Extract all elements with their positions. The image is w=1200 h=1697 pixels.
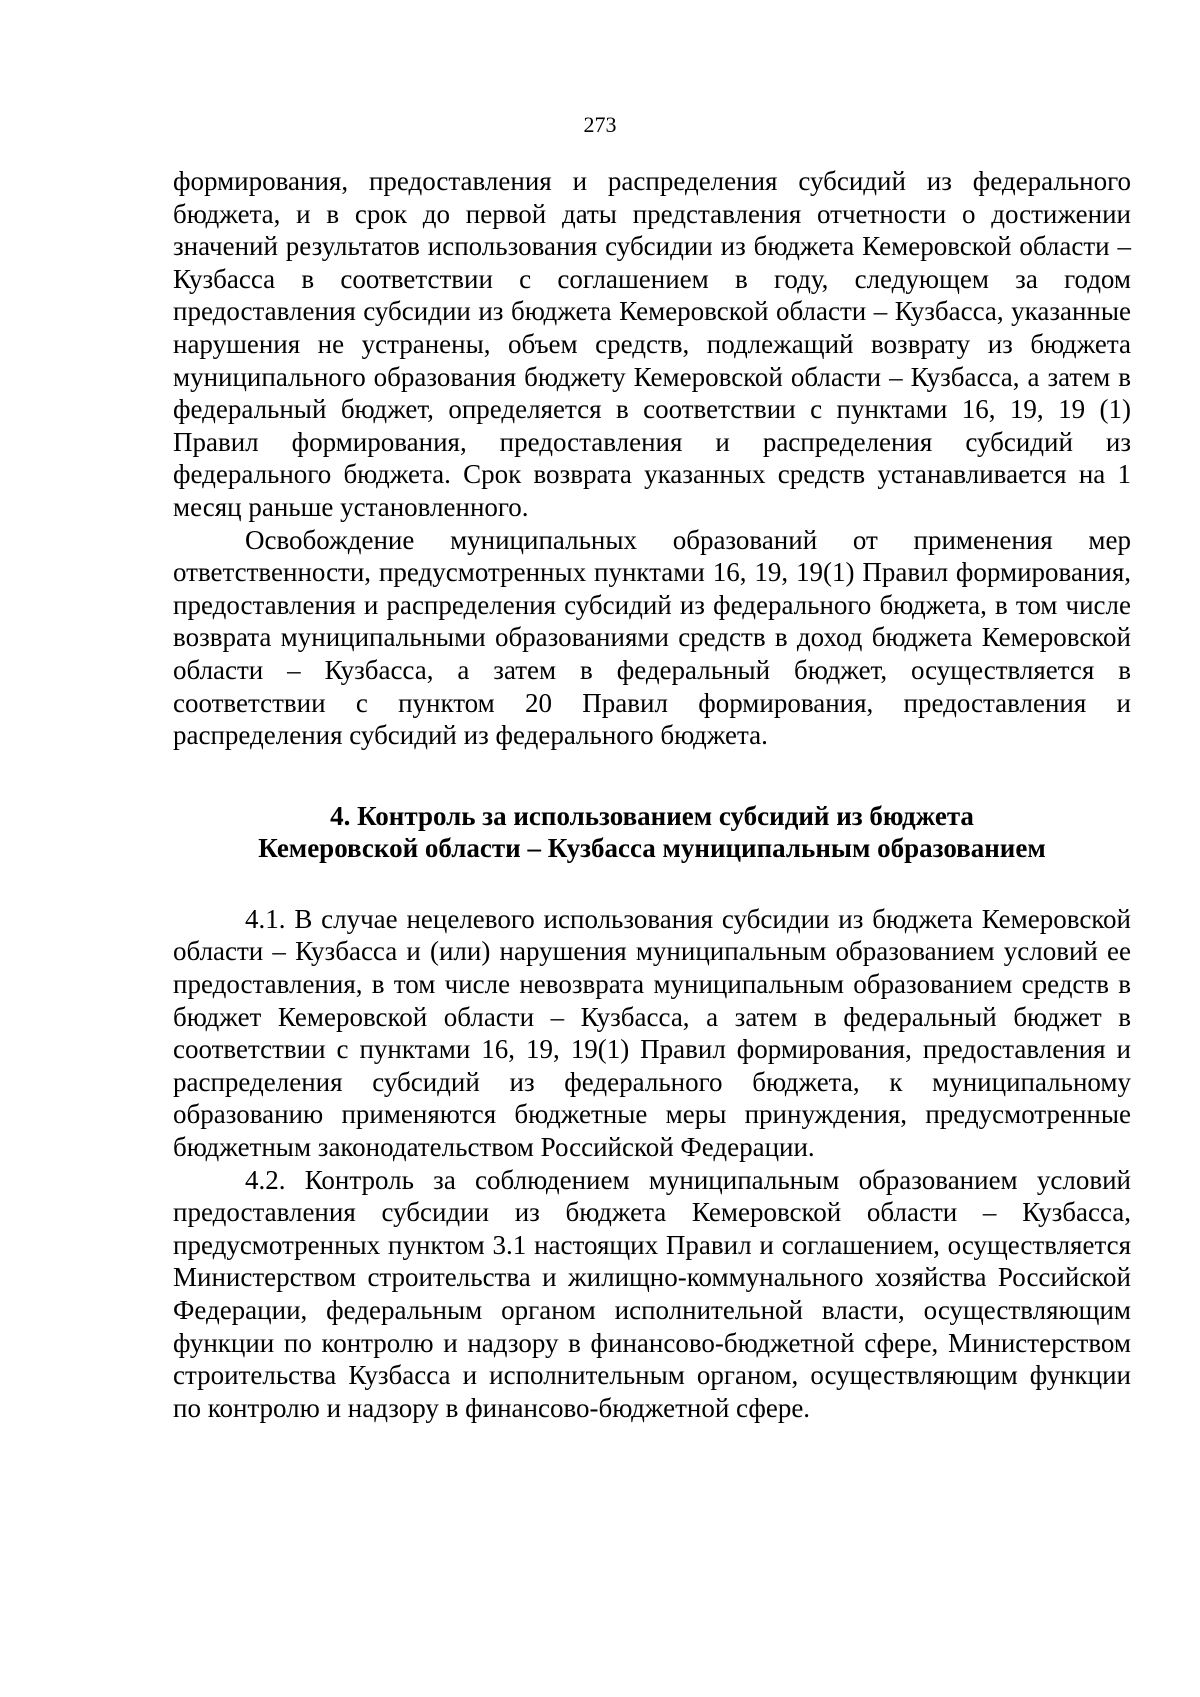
page-number: 273 (583, 112, 617, 137)
section-heading-line-1: 4. Контроль за использованием субсидий из бюджета (330, 800, 974, 831)
document-body (173, 165, 1131, 1424)
section-heading (173, 800, 1131, 865)
paragraph-4-1: 4.1. В случае нецелевого использования субсидии из бюджета Кемеровской области – Кузбасса и (или) нарушения муниципальным образованием условий ее предоставления, в том числе невозврата муниципальным образованием средств в бюджет Кемеровской области – Кузбасса, а затем в федеральный бюджет в соответствии с пунктами 16, 19, 19(1) Правил формирования, предоставления и распределения субсидий из федерального бюджета, к муниципальному образованию применяются бюджетные меры принуждения, предусмотренные бюджетным законодательством Российской Федерации. (173, 903, 1131, 1163)
section-heading-line-2: Кемеровской области – Кузбасса муниципальным образованием (258, 833, 1046, 864)
paragraph-exemption: Освобождение муниципальных образований от применения мер ответственности, предусмотренных пунктами 16, 19, 19(1) Правил формирования, предоставления и распределения субсидий из федерального бюджета, в том числе возврата муниципальными образованиями средств в доход бюджета Кемеровской области – Кузбасса, а затем в федеральный бюджет, осуществляется в соответствии с пунктом 20 Правил формирования, предоставления и распределения субсидий из федерального бюджета. (173, 524, 1131, 751)
paragraph-continuation: формирования, предоставления и распределения субсидий из федерального бюджета, и в срок до первой даты представления отчетности о достижении значений результатов использования субсидии из бюджета Кемеровской области – Кузбасса в соответствии с соглашением в году, следующем за годом предоставления субсидии из бюджета Кемеровской области – Кузбасса, указанные нарушения не устранены, объем средств, подлежащий возврату из бюджета муниципального образования бюджету Кемеровской области – Кузбасса, а затем в федеральный бюджет, определяется в соответствии с пунктами 16, 19, 19 (1) Правил формирования, предоставления и распределения субсидий из федерального бюджета. Срок возврата указанных средств устанавливается на 1 месяц раньше установленного. (173, 166, 1131, 522)
paragraph-4-2: 4.2. Контроль за соблюдением муниципальным образованием условий предоставления субсидии из бюджета Кемеровской области – Кузбасса, предусмотренных пунктом 3.1 настоящих Правил и соглашением, осуществляется Министерством строительства и жилищно-коммунального хозяйства Российской Федерации, федеральным органом исполнительной власти, осуществляющим функции по контролю и надзору в финансово-бюджетной сфере, Министерством строительства Кузбасса и исполнительным органом, осуществляющим функции по контролю и надзору в финансово-бюджетной сфере. (173, 1164, 1131, 1423)
